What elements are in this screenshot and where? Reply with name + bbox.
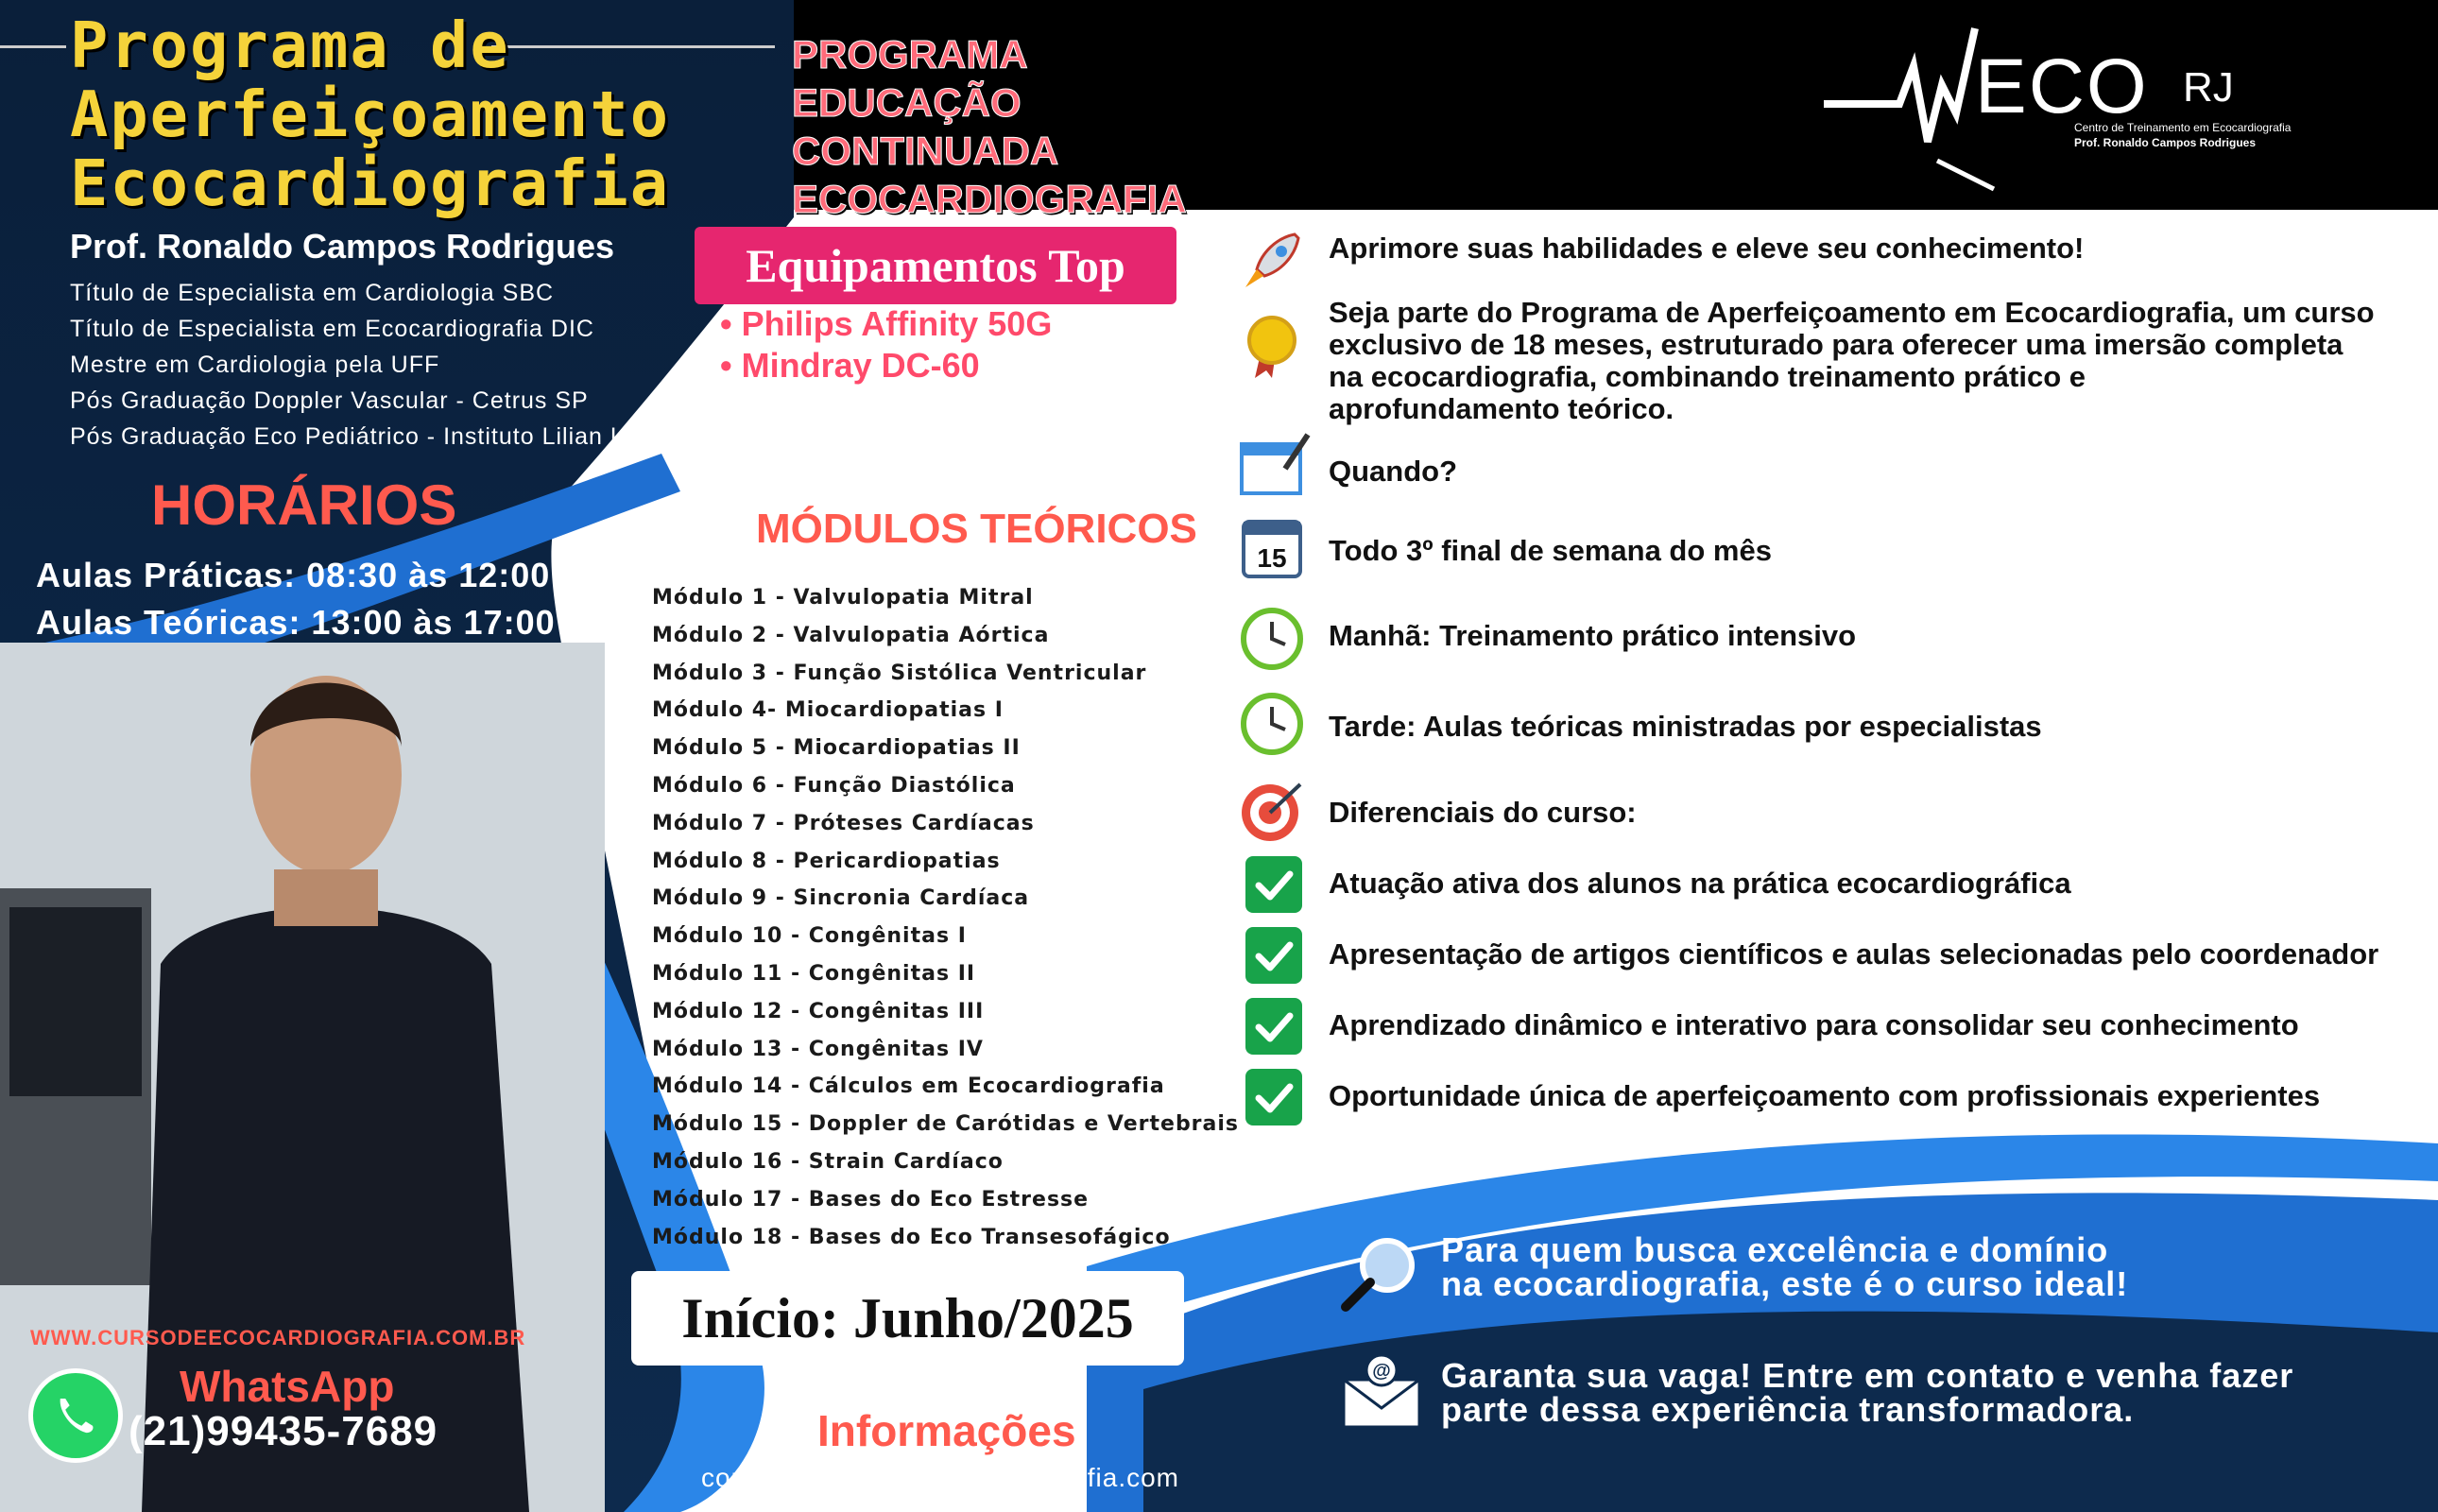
eco-rj-logo [1824,9,2315,198]
ideal-text [1441,1230,2129,1303]
modulo-item: Módulo 1 - Valvulopatia Mitral [652,586,1034,610]
program-title [70,11,731,218]
modulo-item: Módulo 16 - Strain Cardíaco [652,1150,1004,1174]
whatsapp-number[interactable]: (21)99435-7689 [129,1408,438,1454]
programa-line-3: CONTINUADA [792,129,1059,173]
headline: Aprimore suas habilidades e eleve seu conhecimento! [1329,232,2085,265]
modulo-item: Módulo 17 - Bases do Eco Estresse [652,1187,1090,1211]
quando-label: Quando? [1329,455,1458,488]
instructor-name: Prof. Ronaldo Campos Rodrigues [70,227,615,266]
medal-icon [1238,312,1306,380]
cta-line: parte dessa experiência transformadora. [1441,1390,2135,1429]
website-link[interactable]: WWW.CURSODEECOCARDIOGRAFIA.COM.BR [30,1326,526,1349]
ideal-line: na ecocardiografia, este é o curso ideal! [1441,1264,2129,1303]
description-line: na ecocardiografia, combinando treinamento prático e [1329,360,2086,393]
programa-line-2: EDUCAÇÃO [792,80,1022,125]
equipamento-item: • Mindray DC-60 [720,346,980,385]
description-line: Seja parte do Programa de Aperfeiçoamento em Ecocardiografia, um curso [1329,296,2375,329]
right-blue-wave [1087,1115,2438,1512]
modulo-item: Módulo 2 - Valvulopatia Aórtica [652,623,1050,647]
description-line: exclusivo de 18 meses, estruturado para oferecer uma imersão completa [1329,328,2344,361]
whatsapp-icon[interactable] [28,1368,123,1463]
credential: Pós Graduação Eco Pediátrico - Instituto Lilian Lopes SP [70,423,721,450]
clock-icon [1238,605,1306,673]
modulo-item: Módulo 6 - Função Diastólica [652,774,1016,798]
diferenciais-label: Diferenciais do curso: [1329,796,1637,829]
programa-line-4: ECOCARDIOGRAFIA [792,177,1187,221]
equipamentos-title: Equipamentos Top [695,227,1176,304]
tarde-text: Tarde: Aulas teóricas ministradas por especialistas [1329,710,2042,743]
target-icon [1238,777,1306,845]
modulo-item: Módulo 14 - Cálculos em Ecocardiografia [652,1074,1165,1099]
modulo-item: Módulo 8 - Pericardiopatias [652,849,1001,873]
cta-line: Garanta sua vaga! Entre em contato e venha fazer [1441,1356,2294,1395]
modulo-item: Módulo 12 - Congênitas III [652,999,985,1023]
email-icon [1340,1351,1423,1431]
logo-subtitle-2: Prof. Ronaldo Campos Rodrigues [2074,136,2257,149]
modulo-item: Módulo 3 - Função Sistólica Ventricular [652,661,1147,685]
clock-icon [1238,690,1306,758]
logo-subtitle-1: Centro de Treinamento em Ecocardiografia [2074,121,2292,134]
start-date-badge: Início: Junho/2025 [631,1271,1184,1366]
check-icon [1245,927,1302,984]
ideal-line: Para quem busca excelência e domínio [1441,1230,2109,1269]
info-title: Informações [817,1406,1076,1455]
schedule-text: Todo 3º final de semana do mês [1329,534,1772,567]
modulo-item: Módulo 18 - Bases do Eco Transesofágico [652,1225,1171,1249]
benefit-item: Aprendizado dinâmico e interativo para consolidar seu conhecimento [1329,1008,2299,1041]
header-rule-left [0,45,66,48]
modulo-item: Módulo 9 - Sincronia Cardíaca [652,886,1030,911]
horario-teoricas: Aulas Teóricas: 13:00 às 17:00 [36,603,556,642]
description [1329,297,2375,425]
magnifier-icon [1340,1233,1421,1314]
modulo-item: Módulo 10 - Congênitas I [652,924,967,949]
benefit-item: Apresentação de artigos científicos e aulas selecionadas pelo coordenador [1329,937,2379,971]
calendar-icon [1238,514,1306,582]
credential: Pós Graduação Doppler Vascular - Cetrus SP [70,387,589,414]
calendar-day: 15 [1257,543,1287,573]
equipamento-item: • Philips Affinity 50G [720,304,1053,343]
programa-line-1: PROGRAMA [792,32,1028,77]
benefit-item: Oportunidade única de aperfeiçoamento com profissionais experientes [1329,1079,2321,1112]
check-icon [1245,856,1302,913]
modulo-item: Módulo 15 - Doppler de Carótidas e Vertebrais [652,1112,1240,1137]
cta-text [1441,1356,2294,1429]
check-icon [1245,998,1302,1055]
modulo-item: Módulo 7 - Próteses Cardíacas [652,811,1035,835]
logo-brand: ECO [1975,43,2149,129]
program-title-line-3: Ecocardiografia [70,146,671,220]
logo-suffix: RJ [2183,64,2234,111]
modulos-title: MÓDULOS TEÓRICOS [756,506,1197,552]
credential: Mestre em Cardiologia pela UFF [70,352,440,378]
manha-text: Manhã: Treinamento prático intensivo [1329,619,1857,652]
horarios-title: HORÁRIOS [151,473,457,537]
program-title-line-1: Programa de [70,9,510,82]
contact-email[interactable]: contato@cursodeecocardiografia.com [701,1463,1180,1492]
modulo-item: Módulo 11 - Congênitas II [652,962,976,986]
svg-text:@: @ [1372,1361,1391,1382]
program-title-line-2: Aperfeiçoamento [70,77,671,151]
modulo-item: Módulo 5 - Miocardiopatias II [652,736,1021,761]
horario-praticas: Aulas Práticas: 08:30 às 12:00 [36,556,551,594]
calendar-pen-icon [1238,431,1313,499]
benefit-item: Atuação ativa dos alunos na prática ecocardiográfica [1329,867,2071,900]
modulo-item: Módulo 13 - Congênitas IV [652,1037,984,1061]
whatsapp-label: WhatsApp [180,1362,395,1411]
rocket-icon [1238,227,1306,295]
check-icon [1245,1069,1302,1125]
credential: Título de Especialista em Cardiologia SBC [70,280,555,306]
credential: Título de Especialista em Ecocardiografia DIC [70,316,594,342]
modulo-item: Módulo 4- Miocardiopatias I [652,698,1004,723]
description-line: aprofundamento teórico. [1329,392,1674,425]
